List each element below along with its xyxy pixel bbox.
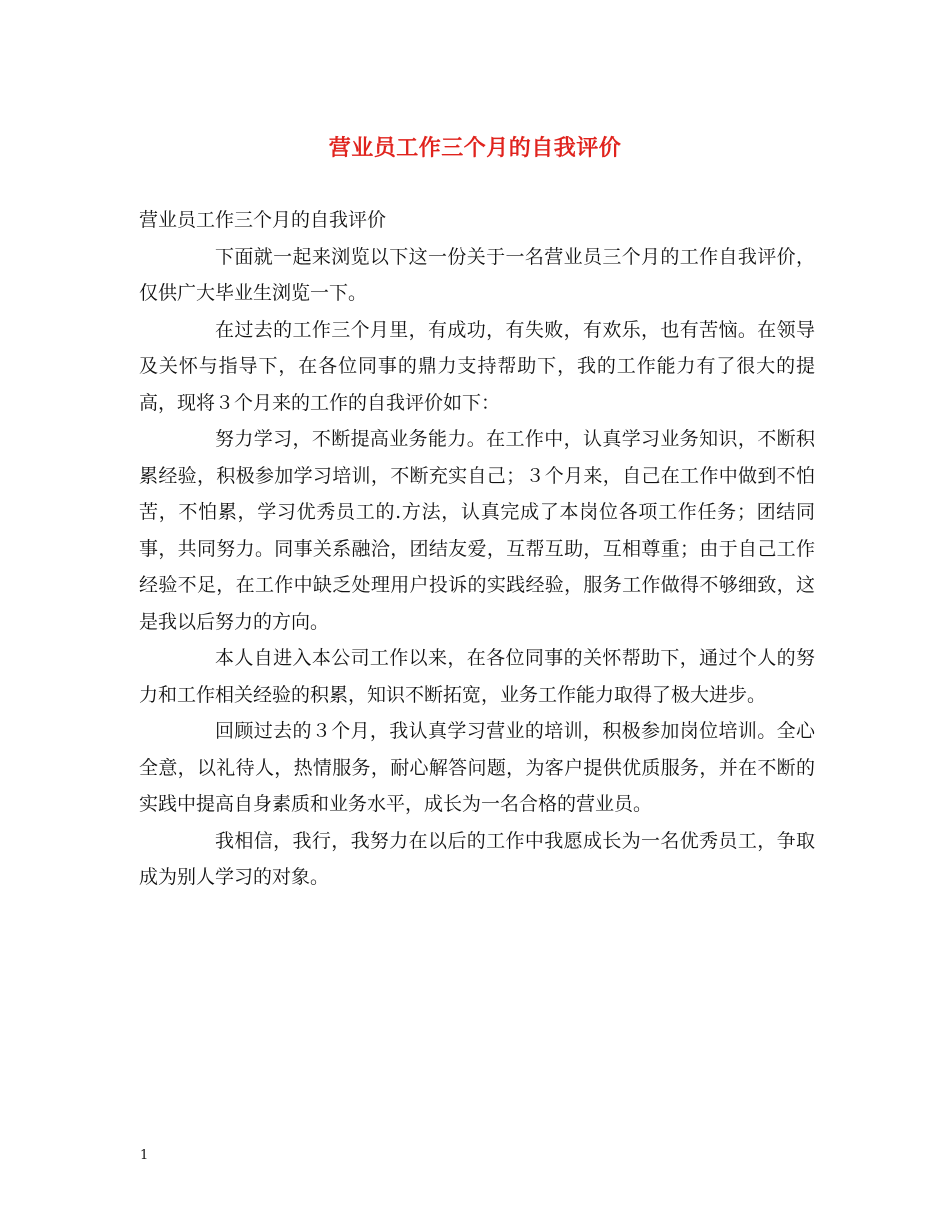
document-subtitle: 营业员工作三个月的自我评价 [139,209,387,231]
paragraph-overview: 在过去的工作三个月里，有成功，有失败，有欢乐，也有苦恼。在领导及关怀与指导下，在各位同事的鼎力支持帮助下，我的工作能力有了很大的提高，现将３个月来的工作的自我评价如下： [139,318,815,414]
paragraph-learning: 努力学习，不断提高业务能力。在工作中，认真学习业务知识，不断积累经验，积极参加学习培训，不断充实自己；３个月来，自己在工作中做到不怕苦，不怕累，学习优秀员工的.方法，认真完成了本岗位各项工作任务；团结同事，共同努力。同事关系融洽，团结友爱，互帮互助，互相尊重；由于自己工作经验不足，在工作中缺乏处理用户投诉的实践经验，服务工作做得不够细致，这是我以后努力的方向。 [139,428,815,633]
paragraph-conclusion: 我相信，我行，我努力在以后的工作中我愿成长为一名优秀员工，争取成为别人学习的对象。 [139,829,815,888]
document-body [139,202,815,896]
paragraph-intro: 下面就一起来浏览以下这一份关于一名营业员三个月的工作自我评价，仅供广大毕业生浏览一下。 [139,245,815,304]
paragraph-progress: 本人自进入本公司工作以来，在各位同事的关怀帮助下，通过个人的努力和工作相关经验的积累，知识不断拓宽，业务工作能力取得了极大进步。 [139,647,815,706]
page-number: 1 [140,1148,149,1163]
paragraph-review: 回顾过去的３个月，我认真学习营业的培训，积极参加岗位培训。全心全意，以礼待人，热情服务，耐心解答问题，为客户提供优质服务，并在不断的实践中提高自身素质和业务水平，成长为一名合格的营业员。 [139,720,815,815]
document-title: 营业员工作三个月的自我评价 [328,135,622,161]
